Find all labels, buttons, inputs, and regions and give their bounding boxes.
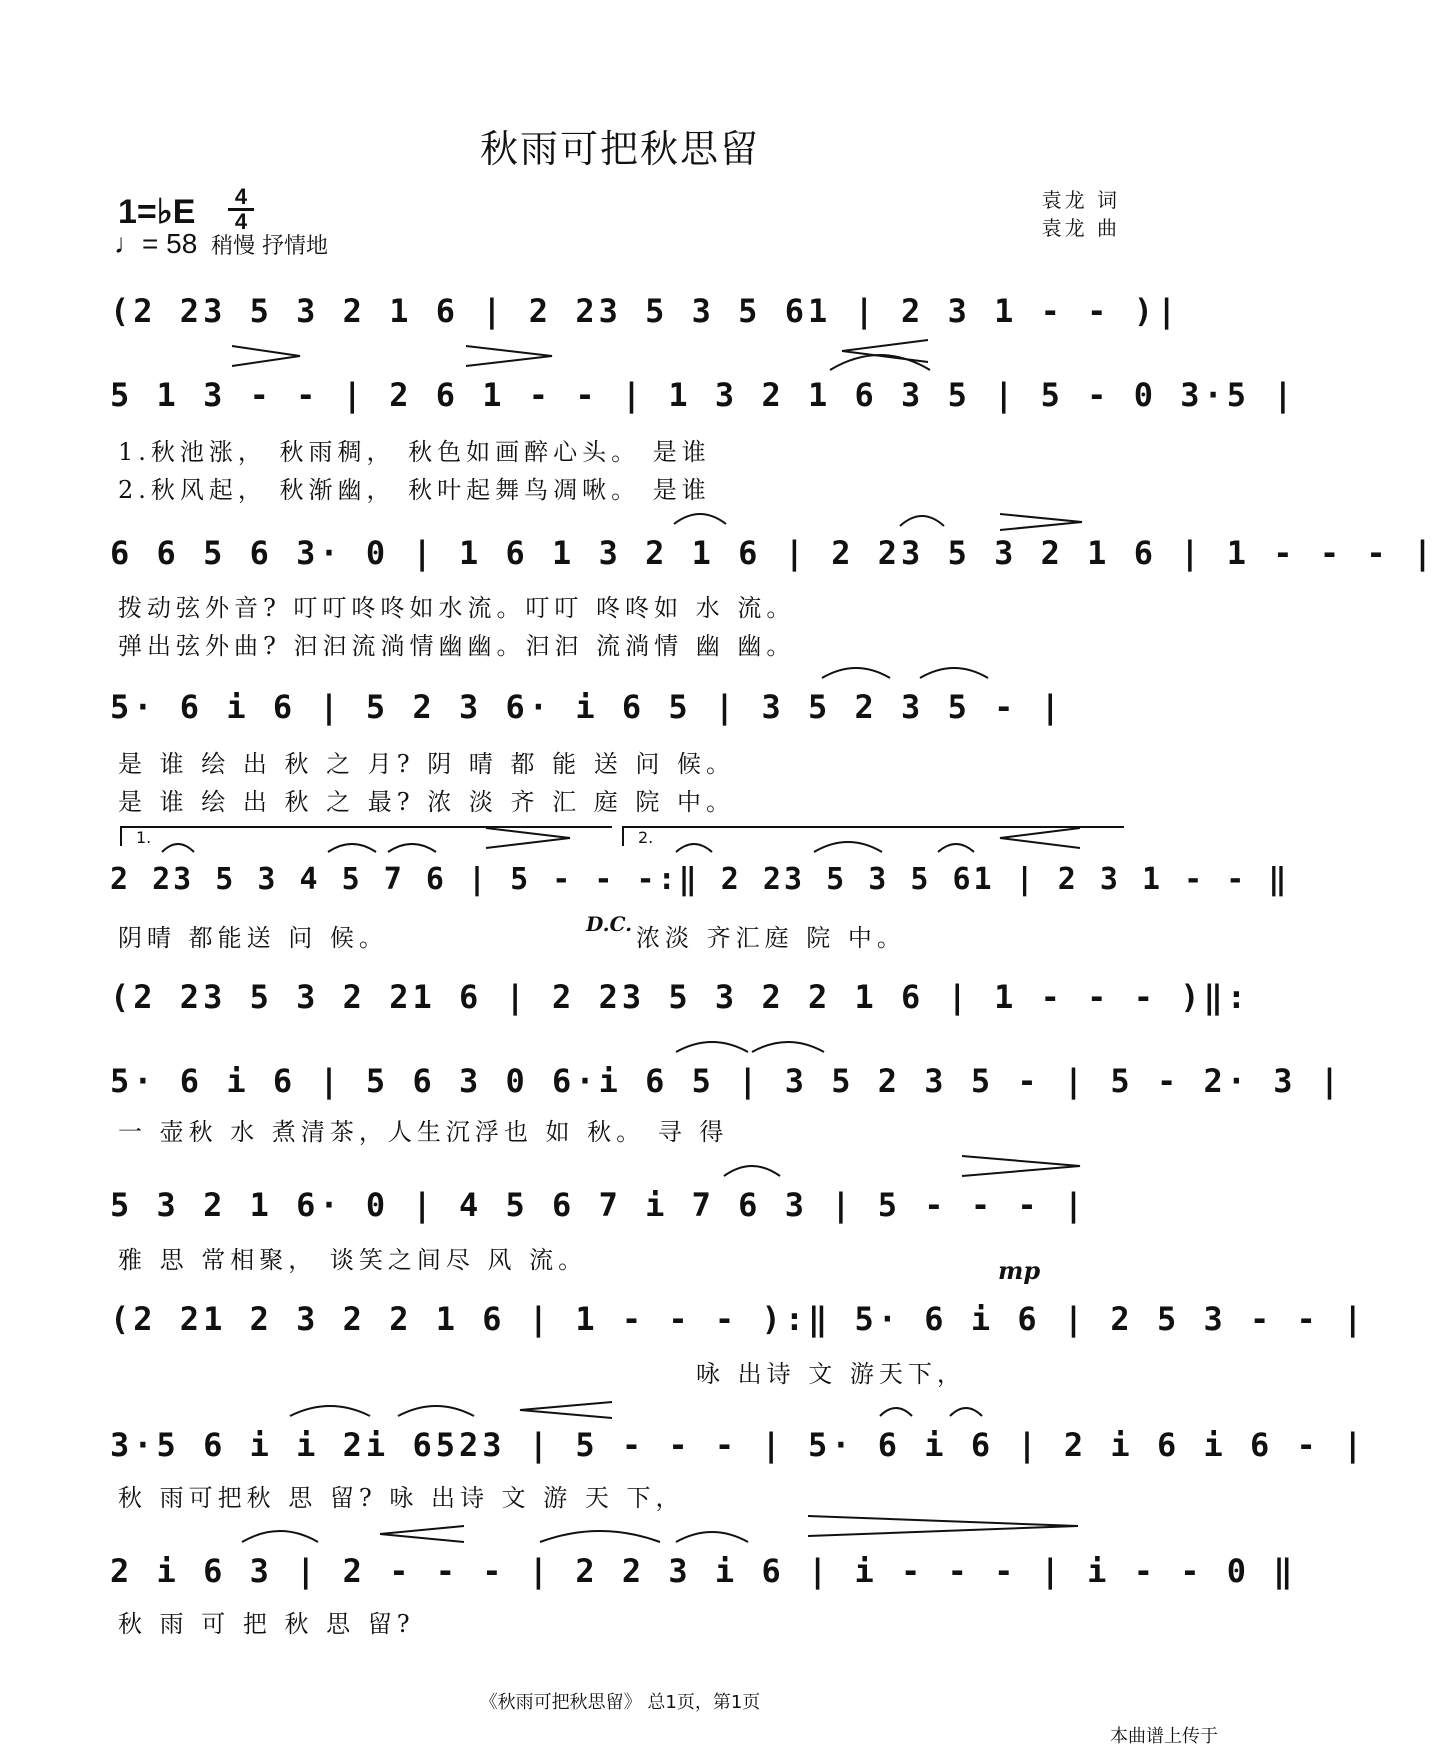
slur xyxy=(242,1531,318,1542)
lyric-line-9: 咏 出诗 文 游天下， xyxy=(696,1360,966,1388)
score-line-4: 5· 6 i 6 | 5 2 3 6· i 6 5 | 3 5 2 3 5 - | xyxy=(110,688,1064,726)
lyric-line-3-verse-1: 拨动弦外音? 叮叮咚咚如水流。叮叮 咚咚如 水 流。 xyxy=(118,594,796,622)
slur xyxy=(752,1042,824,1052)
upload-note: 本曲谱上传于 xyxy=(1110,1726,1218,1747)
slur xyxy=(830,355,930,370)
dynamic-mp: mp xyxy=(998,1256,1041,1285)
decrescendo-hairpin xyxy=(466,346,552,366)
score-line-5: 2 23 5 3 4 5 7 6 | 5 - - -:‖ 2 23 5 3 5 61 | 2 3 1 - - ‖ xyxy=(110,862,1290,897)
crescendo-hairpin xyxy=(1000,828,1080,848)
slur xyxy=(920,668,988,678)
slur xyxy=(676,1042,748,1052)
slur xyxy=(950,1408,982,1416)
score-line-3: 6 6 5 6 3· 0 | 1 6 1 3 2 1 6 | 2 23 5 3 2 1 6 | 1 - - - | xyxy=(110,534,1436,572)
slur xyxy=(676,1532,748,1542)
slur xyxy=(540,1531,660,1542)
crescendo-hairpin xyxy=(380,1526,464,1542)
slur xyxy=(938,844,974,852)
volta-2-label: 2. xyxy=(638,828,654,847)
slur xyxy=(290,1406,370,1416)
slur xyxy=(388,844,436,852)
lyric-line-2-verse-1: 1.秋池涨， 秋雨稠， 秋色如画醉心头。 是谁 xyxy=(118,438,711,466)
score-line-11: 2 i 6 3 | 2 - - - | 2 2 3 i 6 | i - - - | i - - 0 ‖ xyxy=(110,1552,1297,1590)
volta-1-label: 1. xyxy=(136,828,152,847)
decrescendo-hairpin xyxy=(962,1156,1080,1176)
dc-marking: D.C. xyxy=(586,912,633,936)
slur xyxy=(162,844,194,852)
lyricist-credit: 袁龙 词 xyxy=(1041,188,1120,212)
lyric-line-8: 雅 思 常相聚， 谈笑之间尽 风 流。 xyxy=(118,1246,588,1274)
song-title: 秋雨可把秋思留 xyxy=(479,127,760,171)
slur xyxy=(398,1406,474,1416)
lyric-line-5-second: 浓淡 齐汇庭 院 中。 xyxy=(636,924,906,952)
slur xyxy=(814,842,882,852)
lyric-line-10: 秋 雨可把秋 思 留? 咏 出诗 文 游 天 下， xyxy=(118,1484,685,1512)
lyric-line-3-verse-2: 弹出弦外曲? 汩汩流淌情幽幽。汩汩 流淌情 幽 幽。 xyxy=(118,632,796,660)
lyric-line-11: 秋 雨 可 把 秋 思 留? xyxy=(118,1610,415,1638)
score-line-1: (2 23 5 3 2 1 6 | 2 23 5 3 5 61 | 2 3 1 - - )| xyxy=(110,292,1181,330)
decrescendo-hairpin xyxy=(1000,514,1082,530)
score-line-2: 5 1 3 - - | 2 6 1 - - | 1 3 2 1 6 3 5 | 5 - 0 3·5 | xyxy=(110,376,1297,414)
lyric-line-5-first: 阴晴 都能送 问 候。 xyxy=(118,924,388,952)
score-line-6: (2 23 5 3 2 21 6 | 2 23 5 3 2 2 1 6 | 1 - - - )‖: xyxy=(110,978,1251,1016)
slur xyxy=(900,516,944,526)
lyric-line-4-verse-2: 是 谁 绘 出 秋 之 最? 浓 淡 齐 汇 庭 院 中。 xyxy=(118,788,736,816)
decrescendo-hairpin xyxy=(232,346,300,366)
meter-top: 4 xyxy=(228,186,254,211)
meter-bottom: 4 xyxy=(234,209,248,234)
score-line-9: (2 21 2 3 2 2 1 6 | 1 - - - ):‖ 5· 6 i 6 | 2 5 3 - - | xyxy=(110,1300,1367,1338)
lyric-line-7: 一 壶秋 水 煮清茶，人生沉浮也 如 秋。 寻 得 xyxy=(118,1118,729,1146)
crescendo-hairpin xyxy=(520,1402,612,1418)
slur xyxy=(674,514,726,524)
tempo-value: ♩= 58 xyxy=(114,228,198,259)
slur xyxy=(822,668,890,678)
score-line-8: 5 3 2 1 6· 0 | 4 5 6 7 i 7 6 3 | 5 - - - | xyxy=(110,1186,1088,1224)
slur xyxy=(724,1166,780,1176)
decrescendo-hairpin xyxy=(808,1516,1078,1536)
slur xyxy=(328,844,376,852)
lyric-line-2-verse-2: 2.秋风起， 秋渐幽， 秋叶起舞鸟凋啾。 是谁 xyxy=(118,476,711,504)
score-line-10: 3·5 6 i i 2i 6523 | 5 - - - | 5· 6 i 6 | 2 i 6 i 6 - | xyxy=(110,1426,1367,1464)
slur xyxy=(880,1408,912,1416)
score-line-7: 5· 6 i 6 | 5 6 3 0 6·i 6 5 | 3 5 2 3 5 - | 5 - 2· 3 | xyxy=(110,1062,1344,1100)
page-footer: 《秋雨可把秋思留》 总1页，第1页 xyxy=(479,1692,761,1713)
expression-text: 稍慢 抒情地 xyxy=(211,234,329,259)
lyric-line-4-verse-1: 是 谁 绘 出 秋 之 月? 阴 晴 都 能 送 问 候。 xyxy=(118,750,736,778)
decrescendo-hairpin xyxy=(486,828,570,848)
slur xyxy=(676,844,712,852)
composer-credit: 袁龙 曲 xyxy=(1041,216,1120,240)
key-signature: 1=♭E xyxy=(118,193,196,231)
